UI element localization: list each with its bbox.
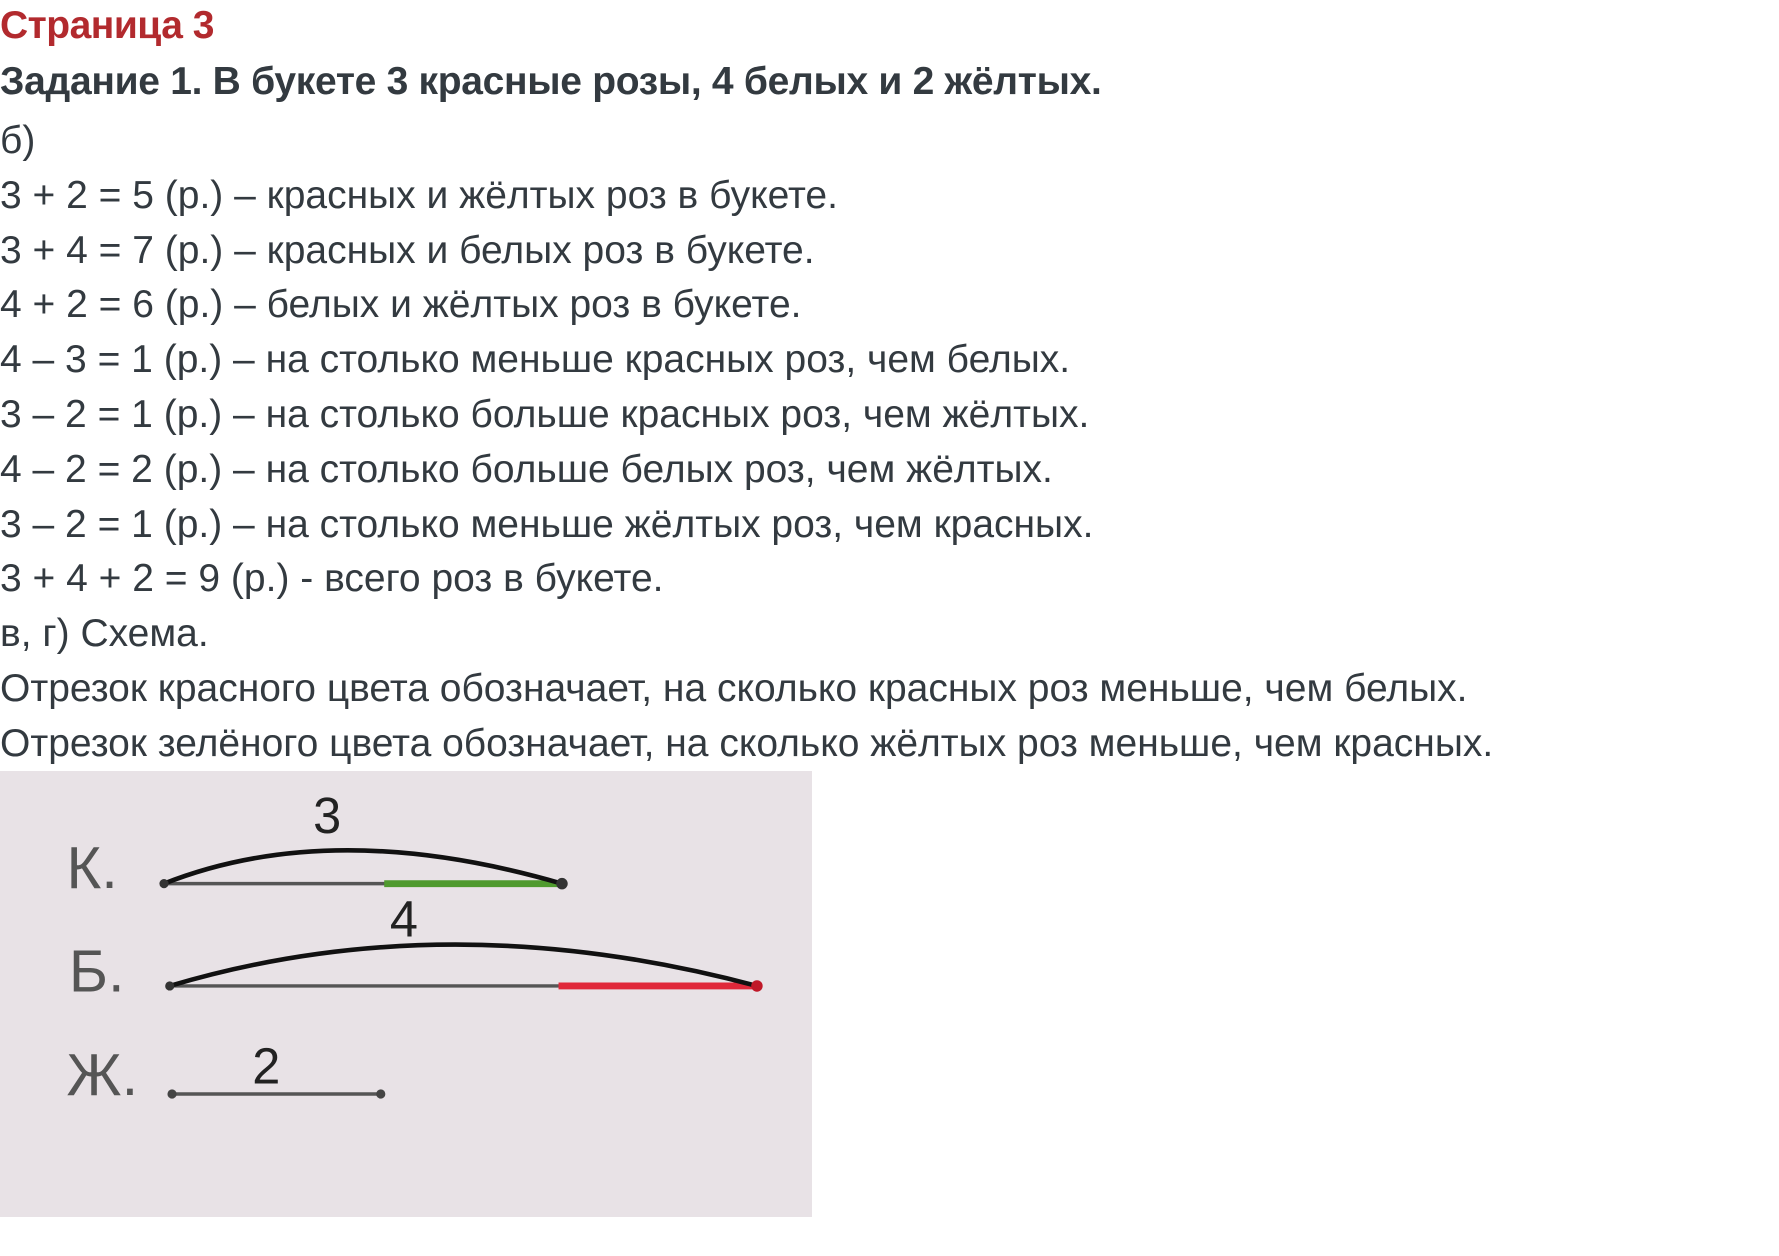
- task-heading: Задание 1. В букете 3 красные розы, 4 белых и 2 жёлтых.: [0, 60, 1102, 103]
- segment-endpoint: [556, 878, 567, 889]
- scheme-svg: [0, 771, 812, 1217]
- solution-line: б): [0, 119, 36, 162]
- solution-line: 3 + 2 = 5 (р.) – красных и жёлтых роз в букете.: [0, 173, 838, 217]
- row-label-white: Б.: [68, 937, 125, 1005]
- solution-line: Отрезок зелёного цвета обозначает, на сколько жёлтых роз меньше, чем красных.: [0, 721, 1494, 765]
- solution-line: 3 – 2 = 1 (р.) – на столько меньше жёлтых роз, чем красных.: [0, 502, 1094, 546]
- solution-line: в, г) Схема.: [0, 612, 209, 656]
- solution-line: Отрезок красного цвета обозначает, на сколько красных роз меньше, чем белых.: [0, 666, 1468, 710]
- segment-scheme-image: [0, 771, 812, 1217]
- solution-line: 4 – 3 = 1 (р.) – на столько меньше красных роз, чем белых.: [0, 338, 1071, 382]
- page-title: Страница 3: [0, 4, 214, 47]
- segment-endpoint: [751, 980, 762, 991]
- segment-endpoint: [376, 1089, 385, 1098]
- row-value-white: 4: [389, 890, 419, 948]
- solution-line: 3 – 2 = 1 (р.) – на столько больше красных роз, чем жёлтых.: [0, 392, 1090, 436]
- solution-line: 4 – 2 = 2 (р.) – на столько больше белых роз, чем жёлтых.: [0, 447, 1053, 491]
- row-value-red: 3: [313, 787, 342, 845]
- row-label-red: К.: [66, 834, 118, 902]
- segment-endpoint: [165, 981, 174, 990]
- row-value-yellow: 2: [252, 1037, 281, 1095]
- segment-endpoint: [159, 879, 168, 888]
- solution-line: 4 + 2 = 6 (р.) – белых и жёлтых роз в букете.: [0, 283, 802, 327]
- solution-line: 3 + 4 = 7 (р.) – красных и белых роз в букете.: [0, 228, 815, 272]
- segment-endpoint: [167, 1089, 176, 1098]
- solution-line: 3 + 4 + 2 = 9 (р.) - всего роз в букете.: [0, 557, 664, 601]
- red-arc: [164, 850, 562, 883]
- solution-lines: [0, 114, 1493, 772]
- white-arc: [170, 945, 757, 986]
- row-label-yellow: Ж.: [66, 1041, 139, 1109]
